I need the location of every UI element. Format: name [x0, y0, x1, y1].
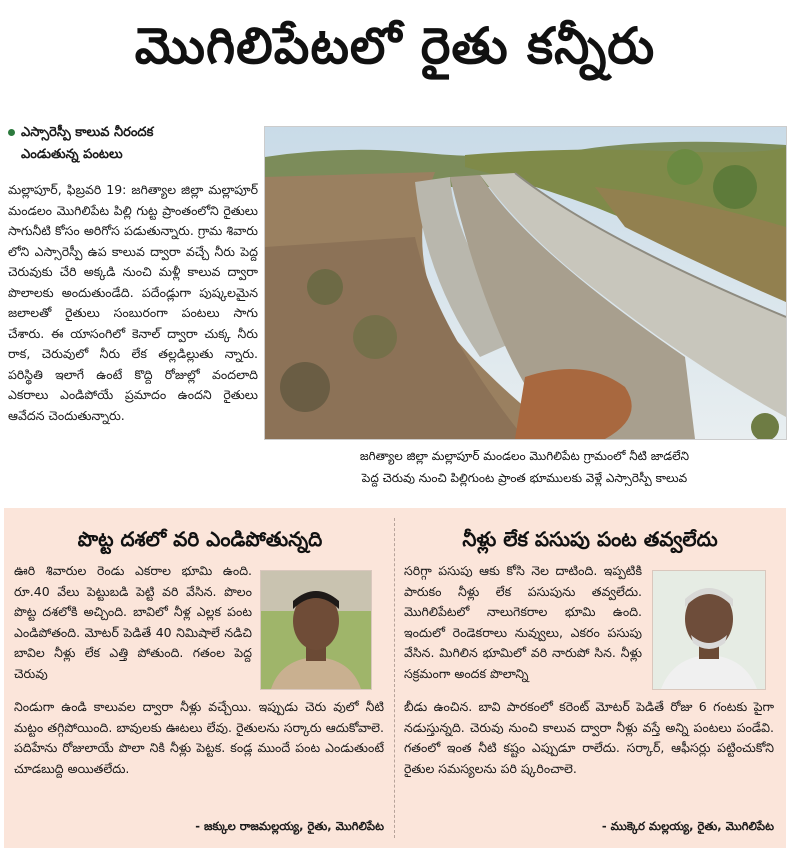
farmer-portrait-left-illustration	[261, 571, 371, 689]
subhead-bullets	[8, 122, 258, 166]
right-story-title: నీళ్లు లేక పసుపు పంట తవ్వలేదు	[462, 527, 718, 551]
canal-photo	[264, 126, 787, 440]
canal-photo-illustration	[265, 127, 786, 439]
caption-line: జగిత్యాల జిల్లా మల్లాపూర్ మండలం మొగిలిపేట గ్రామంలో నీటి జాడలేని	[359, 449, 690, 463]
intro-paragraph: మల్లాపూర్, ఫిబ్రవరి 19: జగిత్యాల జిల్లా మల్లాపూర్ మండలం మొగిలిపేట పిల్లి గుట్ట ప్రాంతంలోని రైతులు సాగునీటి కోసం అరిగోస పడుతున్నారు. గ్రామ శివారు లోని ఎస్సారెస్పీ ఉప కాలువ ద్వారా వచ్చే నీరు పెద్ద చెరువుకు చేరి అక్కడి నుంచి మళ్లీ కాలువ ద్వారా పొలాలకు అందుతుండేది. పదేండ్లుగా పుష్కలమైన జలాలతో రైతులు సంబురంగా పంటలు సాగు చేశారు. ఈ యాసంగిలో కెనాల్ ద్వారా చుక్క నీరు రాక, చెరువులో నీరు లేక తల్లడిల్లుతు న్నారు. పరిస్థితి ఇలాగే ఉంటే కొద్ది రోజుల్లో వందలాది ఎకరాలు ఎండిపోయే ప్రమాదం ఉందని రైతులు ఆవేదన చెందుతున్నారు.	[8, 182, 258, 423]
bullet-line: ఎండుతున్న పంటలు	[21, 147, 123, 162]
column-divider	[394, 518, 395, 838]
left-story-signature: - జక్కుల రాజమల్లయ్య, రైతు, మొగిలిపేట	[195, 819, 384, 833]
right-story-body-top: సరిగ్గా పసుపు ఆకు కోసి నెల దాటింది. ఇప్పటికి పారుకం నీళ్లు లేక పసుపును తవ్వలేదు. మొగిలిపేటలో నాలుగెకరాల భూమి ఉంది. ఇందులో రెండెకరాలు నువ్వులు, ఎకరం పసుపు వేసిన. మిగిలిన భూమిలో వరి నారుపో సిన. నీళ్లు సక్రమంగా అందక పొలాన్ని	[404, 563, 642, 681]
left-story-body-bottom: నిండుగా ఉండి కాలువల ద్వారా నీళ్లు వచ్చేయి. ఇప్పుడు చెరు వులో నీటి మట్టం తగ్గిపోయింది. బావులకు ఊటలు లేవు. రైతులను సర్కారు ఆదుకోవాలె. పదిహేను రోజులాయే పొలా నికి నీళ్లు పెట్టక. కండ్ల ముందే పంట ఎండుతుంటే చూడబుద్ది అయితలేదు.	[14, 699, 384, 776]
bullet-line: ఎస్సారెస్పీ కాలువ నీరందక	[8, 122, 258, 144]
left-story-body-top: ఊరి శివారుల రెండు ఎకరాల భూమి ఉంది. రూ.40 వేలు పెట్టుబడి పెట్టి వరి వేసిన. పొలం పొట్ట దశలోకి అచ్చింది. బావిలో నీళ్ల ఎల్లక పంట ఎండిపోతంది. మోటర్ పెడితే 40 నిమిషాలే నడిచి బావిల నీళ్లు లేక ఎత్తి పోతుంది. గతంల పెద్ద చెరువు	[14, 563, 252, 681]
farmer-portrait-right-illustration	[653, 571, 765, 689]
photo-caption	[264, 445, 785, 489]
farmer-portrait-left	[260, 570, 372, 690]
headline: మొగిలిపేటలో రైతు కన్నీరు	[134, 17, 656, 75]
caption-line: పెద్ద చెరువు నుంచి పిల్లిగుంట ప్రాంత భూములకు వెళ్లే ఎస్సారెస్పీ కాలువ	[361, 471, 688, 485]
right-story-body-bottom: బీడు ఉంచిన. బావి పారకంలో కరెంట్ మోటర్ పెడితే రోజు 6 గంటకు పైగా నడుస్తున్నది. చెరువు నుంచి కాలువ ద్వారా నీళ్లు వస్తే అన్ని పంటలు పండేవి. గతంలో ఇంత నీటి కష్టం ఎప్పుడూ రాలేదు. సర్కార్, ఆఫీసర్లు పట్టించుకోని రైతుల సమస్యలను పరి ష్కరించాలె.	[404, 699, 774, 776]
right-story-signature: - ముక్కెర మల్లయ్య, రైతు, మొగిలిపేట	[601, 819, 774, 833]
farmer-portrait-right	[652, 570, 766, 690]
left-story-title: పొట్ట దశలో వరి ఎండిపోతున్నది	[77, 527, 323, 551]
bullet-dot-icon	[8, 129, 15, 136]
